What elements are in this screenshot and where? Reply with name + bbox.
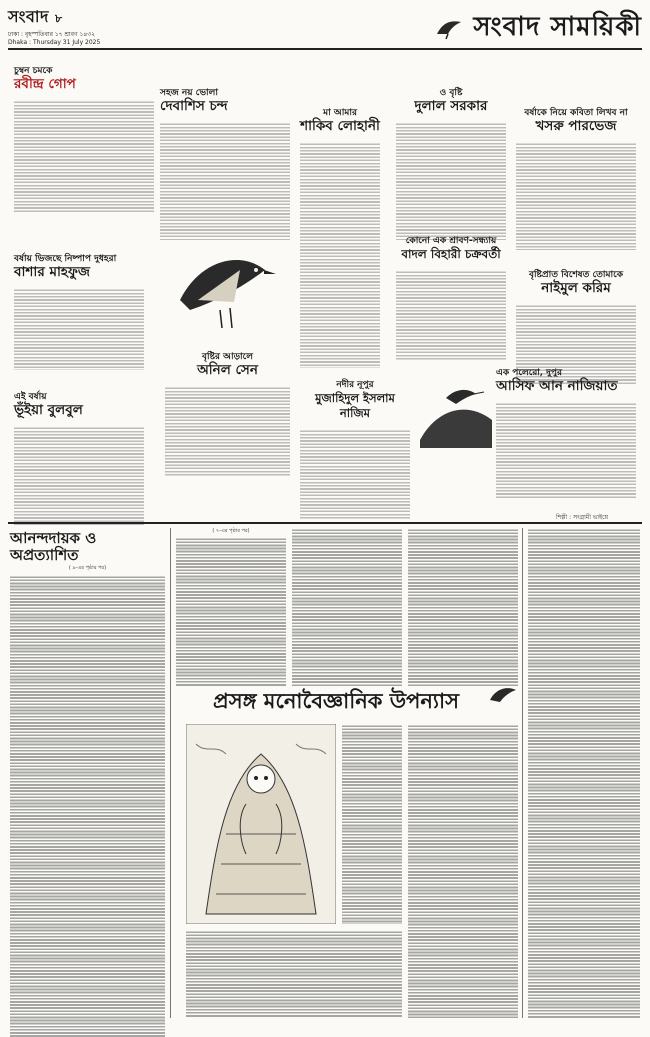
poem-1: [14, 66, 154, 212]
masthead: সংবাদ ৮: [8, 7, 63, 26]
poem-pre: ও বৃষ্টি: [439, 88, 463, 98]
poem-author: খসরু পারভেজ: [535, 118, 617, 134]
poem-author: দেবাশিস চন্দ: [160, 98, 228, 114]
poem-body: [160, 122, 290, 240]
poem-body: [396, 270, 506, 360]
poem-author: রবীন্দ্র গোপ: [14, 76, 76, 92]
poem-6: [14, 254, 144, 370]
poem-body: [516, 142, 636, 250]
poem-4: [396, 88, 506, 240]
poem-author: নাইমুল করিম: [541, 280, 611, 296]
date-line-en: Dhaka : Thursday 31 July 2025: [8, 38, 101, 46]
bird-on-branch-illustration: [160, 240, 280, 330]
bird-on-wave-illustration: [416, 370, 496, 450]
poem-11: [496, 368, 636, 498]
poem-pre: এই বর্ষায়: [14, 392, 47, 402]
poem-author: বাদল বিহারী চক্রবর্তী: [401, 247, 501, 261]
essay-mid-continued: ( ৭-এর পৃষ্ঠার পর): [212, 528, 250, 534]
poem-body: [14, 426, 144, 526]
poem-pre: বর্ষাকে নিয়ে কবিতা লিখব না: [524, 108, 628, 118]
poem-author: ভূঁইয়া বুলবুল: [14, 402, 83, 418]
essay-left: [10, 530, 165, 1037]
poem-2: [160, 88, 290, 240]
date-line-bn: ঢাকা : বৃহস্পতিবার ১৭ শ্রাবণ ১৪৩২: [8, 31, 96, 38]
poem-pre: মা আমার: [323, 108, 357, 118]
poem-body: [14, 288, 144, 370]
poem-8: [516, 270, 636, 384]
poem-pre: নদীর নূপুর: [336, 380, 374, 390]
essay-mid-col-2b: [342, 724, 402, 924]
poem-pre: বৃষ্টিপ্রাত বিশেষত তোমাকে: [528, 270, 624, 280]
poem-author: আসিফ আন নাজিয়াত: [496, 378, 618, 394]
poem-9: [165, 352, 290, 476]
poem-pre: কোনো এক শ্রাবণ-সন্ধ্যায়: [405, 236, 497, 246]
poem-author: শাকিব লোহানী: [300, 118, 380, 134]
essay-mid-title: প্রসঙ্গ মনোবৈজ্ঞানিক উপন্যাস: [213, 688, 459, 713]
header-rule: [8, 48, 642, 50]
poem-5: [516, 108, 636, 250]
poem-body: [165, 386, 290, 476]
poem-author: দুলাল সরকার: [414, 98, 488, 114]
poem-pre: বর্ষায় ভিজছে নিষ্পাপ দুধহরা: [14, 254, 117, 264]
essay-left-subtitle: ( ৯-এর পৃষ্ঠার পর): [68, 565, 107, 571]
section-divider: [8, 522, 642, 524]
essay-mid-col-4: [528, 528, 640, 1018]
essay-mid-col-3: [408, 528, 518, 686]
poem-body: [14, 100, 154, 212]
poem-body: [300, 429, 410, 519]
poem-author: অনিল সেন: [197, 362, 258, 378]
poem-10: [300, 380, 410, 519]
poem-7: [396, 236, 506, 360]
essay-left-title: আনন্দদায়ক ও অপ্রত্যাশিত: [10, 529, 97, 564]
poem-body: [496, 402, 636, 498]
poem-author: মুজাহিদুল ইসলাম নাজিম: [315, 391, 395, 420]
poem-pre: চুম্বন চমকে: [14, 66, 53, 76]
essay-mid-col-2: [292, 528, 402, 686]
small-bird-icon: [486, 680, 520, 708]
poem-body: [396, 122, 506, 240]
art-credit: শিল্পী : সংগ্রামী ভাইয়ে: [556, 514, 609, 521]
bird-logo-icon: [435, 16, 463, 40]
poem-pre: বৃষ্টির আড়ালে: [202, 352, 253, 362]
poem-author: বাশার মাহফুজ: [14, 264, 90, 280]
masthead-block: [8, 4, 100, 46]
poem-12: [14, 392, 144, 526]
essay-left-body: [10, 575, 165, 1037]
poem-body: [300, 142, 380, 368]
poem-3: [300, 108, 380, 368]
essay-mid-bottom: [186, 930, 402, 1018]
surreal-figure-illustration: [186, 724, 336, 924]
poem-pre: সহজ নয় ভোলা: [160, 88, 218, 98]
poem-pre: এক পলেরো, দুপুর: [496, 368, 562, 378]
essay-mid-col-3b: [408, 724, 518, 1018]
essay-mid-col-1: [176, 528, 286, 687]
section-title: সংবাদ সাময়িকী: [435, 6, 642, 50]
